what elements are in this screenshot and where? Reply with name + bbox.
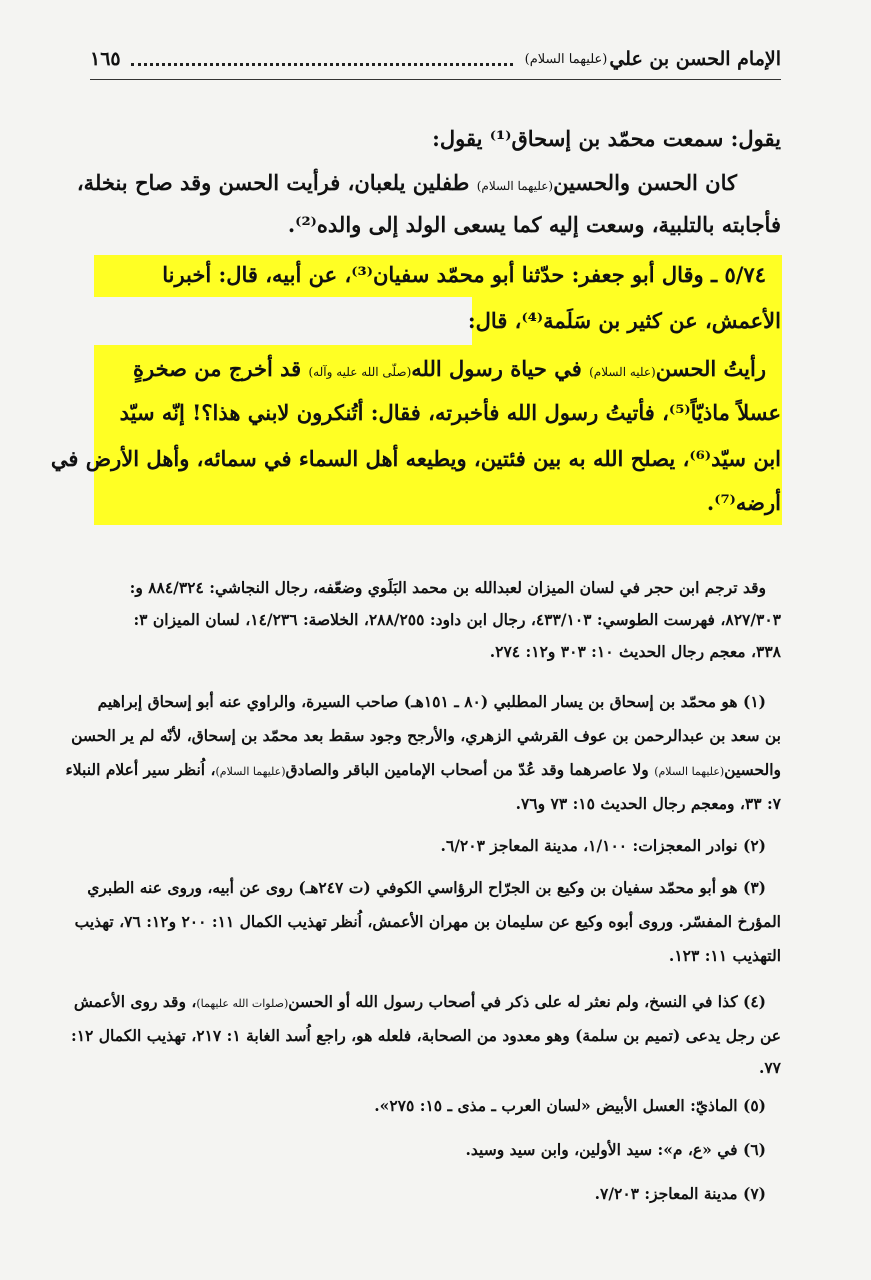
footnote-3-line-3: التهذيب ١١: ١٢٣.: [668, 946, 781, 965]
fn1-part-c: ، اُنظر سير أعلام النبلاء: [65, 760, 216, 779]
footnote-cont-3: ٣٣٨، معجم رجال الحديث ١٠: ٣٠٣ و١٢: ٢٧٤.: [489, 642, 781, 661]
footnote-4-line-2: عن رجل يدعى (تميم بن سلمة) وهو معدود من الصحابة، فلعله هو، راجع اُسد الغابة ١: ٢١٧، تهذيب الكمال ١٢:: [71, 1026, 781, 1045]
footnote-cont-1: وقد ترجم ابن حجر في لسان الميزان لعبدالله بن محمد البَلَوي وضعّفه، رجال النجاشي: ٨٨٤/٣٢٤ و:: [129, 578, 766, 597]
body-line-1: يقول: سمعت محمّد بن إسحاق⁽¹⁾ يقول:: [432, 126, 781, 151]
body-line-6b: في حياة رسول الله: [411, 356, 590, 381]
body-line-6c: قد أخرج من صخرةٍ: [133, 356, 309, 381]
body-line-6: [133, 356, 766, 381]
footnote-1-line-1: (١) هو محمّد بن إسحاق بن يسار المطلبي (٨٠ ـ ١٥١هـ) صاحب السيرة، والراوي عنه أبو إسحاق إبراهيم: [97, 692, 766, 711]
fn1-part-b: ولا عاصرهما وقد عُدّ من أصحاب الإمامين الباقر والصادق: [285, 760, 655, 779]
footnote-2: (٢) نوادر المعجزات: ١/١٠٠، مدينة المعاجز ٦/٢٠٣.: [440, 836, 766, 855]
body-line-2: [77, 170, 737, 195]
footnote-6: (٦) في «ع، م»: سيد الأولين، وابن سيد وسيد.: [465, 1140, 766, 1159]
footnote-cont-2: ٨٢٧/٣٠٣، فهرست الطوسي: ٤٣٣/١٠٣، رجال ابن داود: ٢٨٨/٢٥٥، الخلاصة: ١٤/٢٣٦، لسان الميزان ٣:: [133, 610, 781, 629]
footnote-1-line-2: بن سعد بن عبدالرحمن بن عوف القرشي الزهري، والأرجح وجود سقط بعد محمّد بن إسحاق، لأنّه لم ير الحسن: [71, 726, 781, 745]
fn1-honorific-1: (عليهما السلام): [654, 765, 725, 778]
footnote-1-line-4: ٧: ٣٣، ومعجم رجال الحديث ١٥: ٧٣ و٧٦.: [515, 794, 781, 813]
header-title: الإمام الحسن بن علي: [609, 48, 781, 70]
body-line-6a: رأيتُ الحسن: [655, 356, 766, 381]
fn4-part-b: ، وقد روى الأعمش: [73, 992, 197, 1011]
fn4-part-a: (٤) كذا في النسخ، ولم نعثر له على ذكر في أصحاب رسول الله أو الحسن: [288, 992, 766, 1011]
footnote-3-line-1: (٣) هو أبو محمّد سفيان بن وكيع بن الجرّاح الرؤاسي الكوفي (ت ٢٤٧هـ) روى عن أبيه، وروى عنه الطبري: [87, 878, 766, 897]
fn4-honorific: (صلوات الله عليهما): [196, 997, 289, 1010]
honorific-note: (عليهما السلام): [476, 179, 554, 193]
footnote-5: (٥) الماذيّ: العسل الأبيض «لسان العرب ـ مذى ـ ١٥: ٢٧٥».: [374, 1096, 766, 1115]
body-line-5: الأعمش، عن كثير بن سَلَمة⁽⁴⁾، قال:: [467, 308, 781, 333]
footnote-7: (٧) مدينة المعاجز: ٧/٢٠٣.: [594, 1184, 766, 1203]
body-line-8: ابن سيّد⁽⁶⁾، يصلح الله به بين فئتين، ويطيعه أهل السماء في سمائه، وأهل الأرض في: [50, 446, 781, 471]
header-rule: [90, 79, 781, 80]
footnote-1-line-3: [66, 760, 782, 779]
body-line-3: فأجابته بالتلبية، وسعت إليه كما يسعى الولد إلى والده⁽²⁾.: [287, 212, 781, 237]
highlight-gap: [94, 297, 472, 345]
body-line-2a: كان الحسن والحسين: [553, 170, 737, 195]
footnote-4-line-1: [74, 992, 766, 1011]
fn1-honorific-2: (عليهما السلام): [215, 765, 286, 778]
header-leader-dots: [131, 61, 513, 66]
header-title-note: (عليهما السلام): [524, 51, 608, 67]
body-line-7: عسلاً ماذيّاً⁽⁵⁾، فأتيتُ رسول الله فأخبرته، فقال: أتُنكرون لابني هذا؟! إنّه سيّد: [119, 400, 781, 425]
honorific-note-3: (صلّى الله عليه وآله): [308, 365, 412, 379]
fn1-part-a: والحسين: [724, 760, 781, 779]
footnote-3-line-2: المؤرخ المفسّر. وروى أبوه وكيع عن سليمان بن مهران الأعمش، اُنظر تهذيب الكمال ١١: ٢٠٠ و١٢: ٧٦، تهذيب: [74, 912, 781, 931]
body-line-2b: طفلين يلعبان، فرأيت الحسن وقد صاح بنخلة،: [76, 170, 477, 195]
page-number: ١٦٥: [90, 48, 121, 70]
honorific-note-2: (عليه السلام): [589, 365, 656, 379]
running-header: [90, 44, 781, 74]
footnote-4-line-3: ٧٧.: [758, 1058, 781, 1077]
body-line-9: أرضه⁽⁷⁾.: [706, 490, 781, 515]
body-line-4: ٥/٧٤ ـ وقال أبو جعفر: حدّثنا أبو محمّد سفيان⁽³⁾، عن أبيه، قال: أخبرنا: [162, 262, 766, 287]
